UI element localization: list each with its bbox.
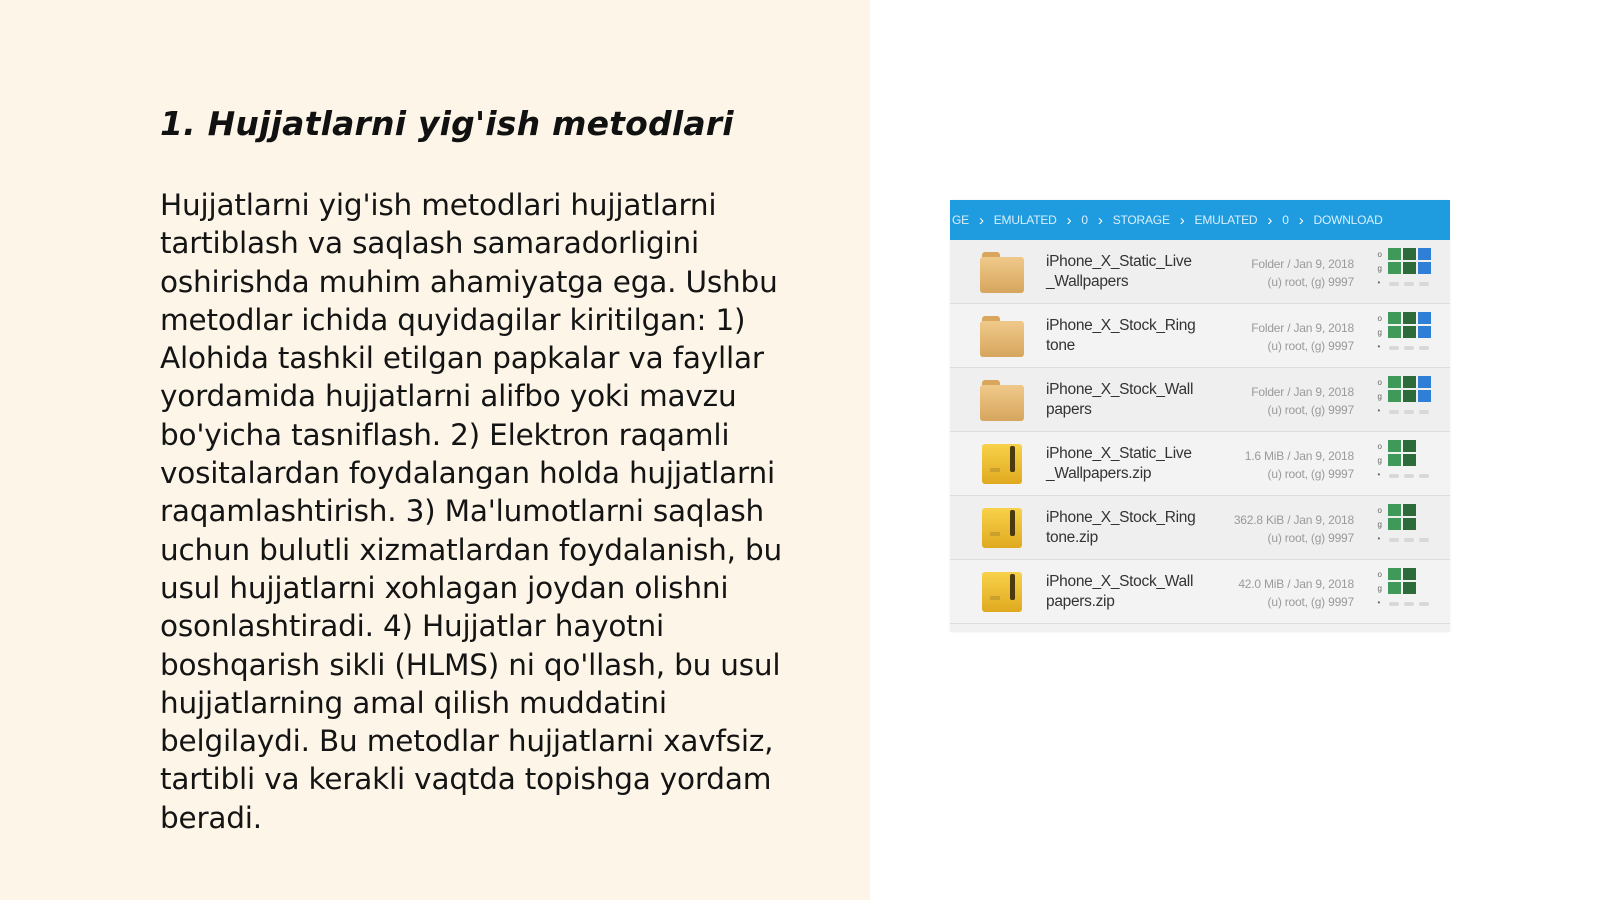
chevron-right-icon: › bbox=[978, 211, 984, 229]
permissions-grid-icon bbox=[1388, 248, 1432, 294]
folder-icon bbox=[980, 378, 1026, 422]
zip-archive-icon bbox=[980, 506, 1026, 550]
permissions-grid-icon bbox=[1388, 312, 1432, 358]
chevron-right-icon: › bbox=[1066, 211, 1072, 229]
file-name: iPhone_X_Static_Live_Wallpapers.zip bbox=[1046, 444, 1192, 482]
breadcrumb-item[interactable]: 0 bbox=[1282, 213, 1289, 227]
file-owner: (u) root, (g) 9997 bbox=[1267, 275, 1354, 289]
chevron-right-icon: › bbox=[1179, 211, 1185, 229]
file-size-date: Folder / Jan 9, 2018 bbox=[1251, 321, 1354, 335]
folder-icon bbox=[980, 250, 1026, 294]
file-name: iPhone_X_Stock_Wallpapers.zip bbox=[1046, 572, 1194, 610]
file-meta bbox=[1234, 511, 1354, 547]
file-row[interactable] bbox=[950, 560, 1450, 624]
file-meta bbox=[1238, 575, 1354, 611]
permission-labels-icon: o g • bbox=[1377, 570, 1382, 607]
permission-labels-icon: o g • bbox=[1377, 250, 1382, 287]
slide-body-text: Hujjatlarni yig'ish metodlari hujjatlarni tartiblash va saqlash samaradorligini oshirishda muhim ahamiyatga ega. Ushbu metodlar ichida quyidagilar kiritilgan: 1) Alohida tashkil etilgan papkalar va fayllar yordamida hujjatlarni alifbo yoki mavzu bo'yicha tasniflash. 2) Elektron raqamli vositalardan foydalangan holda hujjatlarni raqamlashtirish. 3) Ma'lumotlarni saqlash uchun bulutli xizmatlardan foydalanish, bu usul hujjatlarni xohlagan joydan olishni osonlashtiradi. 4) Hujjatlar hayotni boshqarish sikli (HLMS) ni qo'llash, bu usul hujjatlarning amal qilish muddatini belgilaydi. Bu metodlar hujjatlarni xavfsiz, tartibli va kerakli vaqtda topishga yordam beradi. bbox=[160, 188, 783, 835]
zip-archive-icon bbox=[980, 442, 1026, 486]
file-meta bbox=[1251, 319, 1354, 355]
breadcrumb-item[interactable]: EMULATED bbox=[993, 213, 1057, 227]
breadcrumb-item[interactable]: 0 bbox=[1081, 213, 1088, 227]
permissions-grid-icon bbox=[1388, 568, 1432, 614]
file-row[interactable] bbox=[950, 368, 1450, 432]
breadcrumb-item[interactable]: STORAGE bbox=[1112, 213, 1170, 227]
file-name: iPhone_X_Static_Live_Wallpapers bbox=[1046, 252, 1192, 290]
zip-archive-icon bbox=[980, 570, 1026, 614]
permission-labels-icon: o g • bbox=[1377, 442, 1382, 479]
slide-title: 1. Hujjatlarni yig'ish metodlari bbox=[160, 104, 734, 143]
file-size-date: Folder / Jan 9, 2018 bbox=[1251, 257, 1354, 271]
file-size-date: 1.6 MiB / Jan 9, 2018 bbox=[1244, 449, 1354, 463]
file-meta bbox=[1245, 447, 1354, 483]
file-row[interactable] bbox=[950, 432, 1450, 496]
file-size-date: 42.0 MiB / Jan 9, 2018 bbox=[1238, 577, 1354, 591]
file-size-date: 362.8 KiB / Jan 9, 2018 bbox=[1233, 513, 1354, 527]
breadcrumb-item[interactable]: EMULATED bbox=[1194, 213, 1258, 227]
chevron-right-icon: › bbox=[1298, 211, 1304, 229]
file-owner: (u) root, (g) 9997 bbox=[1267, 595, 1354, 609]
permissions-grid-icon bbox=[1388, 440, 1432, 486]
file-name: iPhone_X_Stock_Ringtone.zip bbox=[1046, 508, 1196, 546]
permission-labels-icon: o g • bbox=[1377, 506, 1382, 543]
file-owner: (u) root, (g) 9997 bbox=[1267, 467, 1354, 481]
file-manager-screenshot bbox=[950, 200, 1450, 632]
permission-labels-icon: o g • bbox=[1377, 314, 1382, 351]
file-size-date: Folder / Jan 9, 2018 bbox=[1251, 385, 1354, 399]
permissions-grid-icon bbox=[1388, 504, 1432, 550]
file-row[interactable] bbox=[950, 304, 1450, 368]
file-row[interactable] bbox=[950, 496, 1450, 560]
file-meta bbox=[1251, 255, 1354, 291]
permissions-grid-icon bbox=[1388, 376, 1432, 422]
file-name: iPhone_X_Stock_Wallpapers bbox=[1046, 380, 1194, 418]
breadcrumb-item[interactable]: DOWNLOAD bbox=[1313, 213, 1383, 227]
chevron-right-icon: › bbox=[1267, 211, 1273, 229]
file-name: iPhone_X_Stock_Ringtone bbox=[1046, 316, 1196, 354]
file-meta bbox=[1251, 383, 1354, 419]
breadcrumb bbox=[950, 200, 1450, 240]
file-list bbox=[950, 240, 1450, 624]
folder-icon bbox=[980, 314, 1026, 358]
file-owner: (u) root, (g) 9997 bbox=[1267, 403, 1354, 417]
permission-labels-icon: o g • bbox=[1377, 378, 1382, 415]
file-row[interactable] bbox=[950, 240, 1450, 304]
file-owner: (u) root, (g) 9997 bbox=[1267, 531, 1354, 545]
chevron-right-icon: › bbox=[1097, 211, 1103, 229]
breadcrumb-item[interactable]: GE bbox=[952, 213, 969, 227]
file-owner: (u) root, (g) 9997 bbox=[1267, 339, 1354, 353]
